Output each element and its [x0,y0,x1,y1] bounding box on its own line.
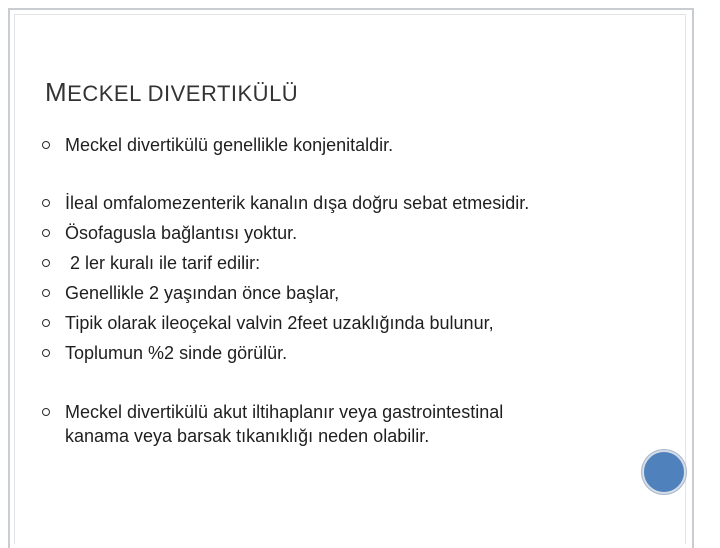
bullet-circle-icon [42,259,50,267]
bullet-text: Meckel divertikülü akut iltihaplanır veya gastrointestinal kanama veya barsak tıkanıklığı neden olabilir. [65,402,504,446]
decorative-circle [642,450,686,494]
bullet-text: Genellikle 2 yaşından önce başlar, [65,283,340,303]
bullet-circle-icon [42,349,50,357]
title-rest: ECKEL DIVERTIKÜLÜ [67,81,299,106]
bullet-text: Tipik olarak ileoçekal valvin 2feet uzaklığında bulunur, [65,313,494,333]
bullet-text: İleal omfalomezenterik kanalın dışa doğru sebat etmesidir. [65,193,530,213]
bullet-circle-icon [42,289,50,297]
bullet-circle-icon [42,199,50,207]
slide-title [45,77,298,108]
title-first-letter: M [45,77,68,107]
bullet-text: Toplumun %2 sinde görülür. [65,343,288,363]
bullet-text: Ösofagusla bağlantısı yoktur. [65,223,298,243]
bullet-circle-icon [42,408,50,416]
bullet-circle-icon [42,229,50,237]
bullet-circle-icon [42,141,50,149]
bullet-circle-icon [42,319,50,327]
bullet-text: Meckel divertikülü genellikle konjenitaldir. [65,135,394,155]
bullet-text: 2 ler kuralı ile tarif edilir: [65,253,261,273]
